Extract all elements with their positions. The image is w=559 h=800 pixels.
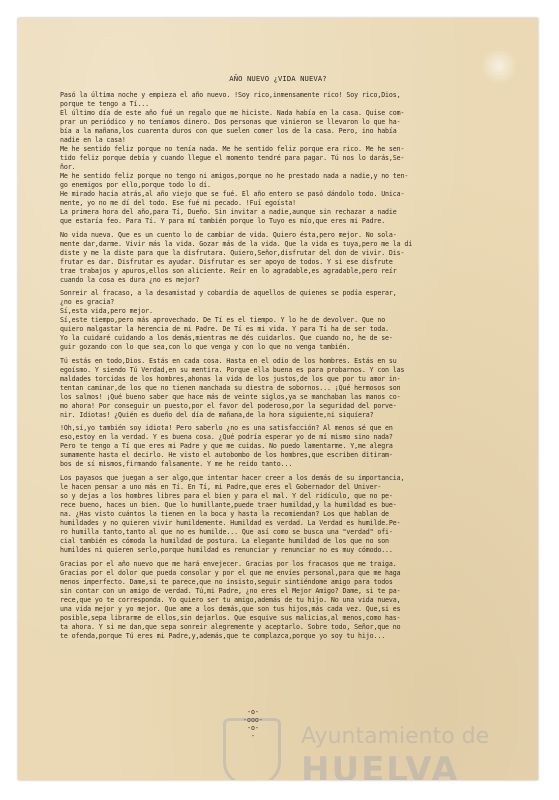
text-line: posible,sepa librarme de ellos,sin dejarlos. Que esquive sus malicias,al menos,como has-: [60, 613, 401, 622]
text-line: Gracias por el año nuevo que me hará envejecer. Gracias por los fracasos que me traiga.: [60, 559, 397, 568]
text-line: sumamente hasta el decirlo. He visto el autobombo de los hombres,que escriben ditiram-: [60, 451, 393, 460]
text-line: Los payasos que juegan a ser algo,que intentar hacer creer a los demás de su importancia,: [60, 473, 405, 482]
text-line: nir. Idiotas! ¿Quién es dueño del día de mañana,de la hora siguiente,ni siquiera?: [60, 410, 374, 419]
text-line: No vida nueva. Que es un cuento lo de cambiar de vida. Quiero ésta,pero mejor. No sola-: [60, 230, 397, 239]
paragraph: [60, 289, 530, 352]
text-line: tido feliz porque debía y cuando llegue el momento tendré para pagar. Tú nos lo darás,Se-: [60, 154, 405, 162]
paragraph: [60, 91, 530, 226]
text-line: rece,que yo te corresponda. Yo quiero ser tu amigo,además de tu hijo. No una vida nueva,: [60, 595, 401, 604]
document-page: [18, 18, 538, 780]
text-line: mente, yo no me dí del todo. Ese fué mi pecado. !Fuí egoísta!: [60, 199, 297, 207]
text-line: bos de sí mismos,firmando falsamente. Y me he reido tanto...: [60, 460, 293, 469]
text-line: quiero malgastar la herencia de mi Padre. De Tí es mi vida. Y para Tí ha de ser toda.: [60, 325, 389, 334]
text-line: una vida mejor y yo mejor. Que ame a los demás,que son tus hijos,más cada vez. Que,si es: [60, 604, 401, 613]
watermark-line2: HUELVA: [301, 750, 460, 780]
text-line: los salmos! ¡Qué bueno saber que hace más de veinte siglos,ya se manchaban las manos co-: [60, 392, 401, 401]
text-line: El último día de este año fué un regalo que me hiciste. Nada había en la casa. Quise com-: [60, 109, 405, 117]
text-line: prar un periódico y no teníamos dinero. Dos personas que vinieron se llevaron lo que ha-: [60, 118, 401, 126]
text-line: Sí,esta vida,pero mejor.: [60, 307, 153, 316]
text-line: menos imperfecto. Dame,si te parece,que no insisto,seguir sintiéndome amigo para todos: [60, 577, 393, 586]
text-line: na. ¿Has visto cuántos la tienen en la boca y hasta la recomiendan? Los que hablan de: [60, 509, 389, 518]
text-line: Me he sentido feliz porque no tengo ni amigos,porque no he prestado nada a nadie,y no ten-: [60, 172, 409, 180]
text-line: humildes ni quieren serlo,porque humildad es renunciar y renunciar no es muy cómodo...: [60, 545, 393, 554]
text-line: Gracias por el dolor que pueda consolar y por el que me envíes personal,para que me haga: [60, 568, 401, 577]
text-line: sin contar con un amigo de verdad. Tú,mi Padre, ¿no eres el Mejor Amigo? Dame, si te pa-: [60, 586, 401, 595]
text-line: Me he sentido feliz porque no tenía nada. Me he sentido feliz porque era rico. Me he sen-: [60, 145, 405, 153]
text-line: egoísmo. Y siendo Tú Verdad,en su mentira. Porque ella buena es para probarnos. Y con las: [60, 365, 405, 374]
text-line: !Oh,sí,yo también soy idiota! Pero saberlo ¿no es una satisfacción? Al menos sé que en: [60, 424, 393, 433]
text-line: frutar es dar. Disfrutar es ayudar. Disfrutar es ser apoyo de todos. Y si ese disfrute: [60, 257, 393, 266]
text-line: cial también es cómoda la humildad de postura. La elegante humildad de los que no son: [60, 536, 389, 545]
text-line: He mirado hacia atrás,al año viejo que se fué. El año entero se pasó dándolo todo. Unica-: [60, 190, 405, 198]
text-line: so y dejas a los hombres libres para el bien y para el mal. Y del ridículo, que no pe-: [60, 491, 393, 500]
text-line: go enemigos por ello,porque todo lo dí.: [60, 181, 211, 189]
text-line: cuando la cosa es dura ¿no es mejor?: [60, 275, 200, 284]
text-line: Sonreir al fracaso, a la desamistad y cobardía de aquellos de quienes se podía esperar,: [60, 289, 397, 298]
document-body: [60, 91, 530, 645]
text-line: guir gozando con lo que sea,con lo que venga y con lo que no venga también.: [60, 343, 351, 352]
watermark-line1: Ayuntamiento de: [301, 724, 490, 749]
text-line: tentan caminar,de los que no tienen manchada su diestra de sobornos... ¡Qué hermosos son: [60, 383, 401, 392]
text-line: Pero te tengo a Tí que eres mi Padre y que me cuidas. No puedo lamentarme. Y,me alegra: [60, 442, 393, 451]
paragraph: [60, 424, 530, 469]
text-line: mo ahora! Por conseguir un puesto,por el favor del poderoso,por la seguridad del porve-: [60, 401, 397, 410]
ornament-line: -o-: [246, 724, 259, 732]
ornament-line: -ooo-: [243, 716, 263, 724]
text-line: Pasó la última noche y empieza el año nuevo. !Soy rico,inmensamente rico! Soy rico,Dios,: [60, 91, 401, 99]
text-line: diste y me la diste para que la disfrutara. Quiero,Señor,disfrutar del don de vivir. Dis-: [60, 248, 405, 257]
text-line: ñor.: [60, 163, 76, 171]
ornament-line: -: [250, 732, 255, 740]
text-line: ro humilla tanto,tanto al que no es humilde... Que así como se busca una "verdad" ofi-: [60, 527, 393, 536]
paragraph: [60, 231, 530, 285]
archive-watermark: [223, 718, 523, 780]
document-title: AÑO NUEVO ¿VIDA NUEVA?: [229, 74, 327, 83]
text-line: te ofenda,porque Tú eres mi Padre,y,además,que te complazca,porque yo soy tu hijo...: [60, 631, 386, 640]
text-line: Sí,este tiempo,pero más aprovechado. De Tí es el tiempo. Y lo he de devolver. Que no: [60, 316, 386, 325]
text-line: maldades torcidas de los hombres,ahonas la vida de los justos,de los que por tu amor in-: [60, 374, 401, 383]
text-line: ta ahora. Y si me dan,que sepa sonreir alegremente y aceptarlo. Sobre todo, Señor,que no: [60, 622, 401, 631]
text-line: mente dar,darme. Vivir más la vida. Gozar más de la vida. Que la vida es tuya,pero me la di: [60, 239, 413, 248]
text-line: que estaría feo. Para Tí. Y para mí también porque lo Tuyo es mío,que eres mi Padre.: [60, 217, 386, 225]
text-line: La primera hora del año,para Tí, Dueño. Sin invitar a nadie,aunque sin rechazar a nadie: [60, 208, 397, 216]
text-line: eso,estoy en la verdad. Y es buena cosa. ¿Qué podría esperar yo de mí mismo sino nada?: [60, 433, 393, 442]
text-line: trae trabajos y apuros,ellos son aliciente. Reír en lo agradable,es agradable,pero reír: [60, 266, 397, 275]
text-line: le hacen pensar a uno más en Tí. En Tí, mi Padre,que eres el Gobernador del Univer-: [60, 482, 382, 491]
text-line: bía a la mañana,los cuarenta duros con que suelen comer los de la casa. Pero, ino había: [60, 127, 397, 135]
text-line: nadie en la casa!: [60, 136, 126, 144]
text-line: ¿no es gracia?: [60, 298, 115, 307]
paragraph: [60, 560, 530, 641]
ornament-line: -o-: [246, 708, 259, 716]
text-line: humildades y no quieren vivir humildemente. Humildad es verdad. La Verdad es humilde.Pe-: [60, 518, 401, 527]
paragraph: [60, 357, 530, 420]
text-line: Tú estás en todo,Dios. Estás en cada cosa. Hasta en el odio de los hombres. Estás en su: [60, 356, 397, 365]
text-line: porque te tengo a Tí...: [60, 100, 150, 108]
text-line: Yo la cuidaré cuidando a los demás,mientras me dés cuidarlos. Que cuando no, he de se-: [60, 334, 393, 343]
closing-ornament: [243, 708, 263, 740]
text-line: rece bueno, haces un bien. Que lo humillante,puede traer humildad,y la humildad es bue-: [60, 500, 397, 509]
paragraph: [60, 474, 530, 555]
